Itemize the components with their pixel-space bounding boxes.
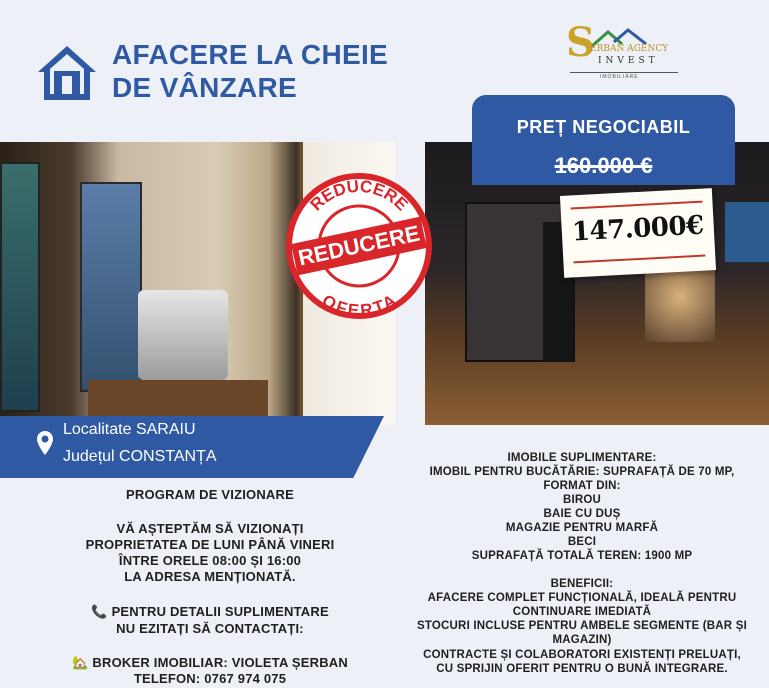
logo-invest: INVEST: [598, 56, 659, 66]
location-locality: Localitate SARAIU: [63, 421, 196, 438]
extra-line-7: BECI: [567, 536, 597, 548]
benefits-line-6: CONTRACTE ȘI COLABORATORI EXISTENȚI PRELUAȚI,: [423, 649, 741, 661]
details-line-1: [0, 604, 420, 620]
details-line-2: NU EZITAȚI SĂ CONTACTAȚI:: [116, 621, 304, 636]
card-rule-top: [571, 201, 703, 210]
details-text-1: PENTRU DETALII SUPLIMENTARE: [111, 604, 329, 619]
phone-line: TELEFON: 0767 974 075: [133, 671, 287, 686]
phone-icon: 📞: [91, 604, 108, 619]
viewing-heading: PROGRAM DE VIZIONARE: [126, 487, 294, 502]
agency-logo: [560, 19, 680, 84]
extra-line-8: SUPRAFAȚĂ TOTALĂ TEREN: 1900 MP: [471, 550, 693, 562]
broker-line: [0, 655, 420, 671]
tv-screen: [725, 202, 769, 262]
title-line-2: DE VÂNZARE: [112, 72, 298, 103]
benefits-line-7: CU SPRIJIN OFERIT PENTRU O BUNĂ INTEGRARE.: [436, 663, 728, 675]
logo-letter: S: [566, 19, 595, 66]
benefits-line-1: BENEFICII:: [550, 578, 614, 590]
viewing-line-2: PROPRIETATEA DE LUNI PÂNĂ VINERI: [85, 537, 335, 552]
old-price: 160.000 €: [554, 153, 653, 178]
broker-icon: 🏡: [72, 655, 89, 670]
broker-text: BROKER IMOBILIAR: VIOLETA ȘERBAN: [92, 655, 348, 670]
logo-divider: [570, 72, 678, 73]
drinks-fridge: [0, 162, 40, 412]
viewing-line-1: VĂ AȘTEPTĂM SĂ VIZIONAȚI: [116, 521, 304, 536]
logo-name: ERBAN AGENCY: [590, 44, 669, 54]
house-icon: [36, 44, 98, 102]
stamp-bottom-text: OFERTA: [318, 290, 400, 320]
extra-line-4: BIROU: [562, 494, 602, 506]
extra-line-6: MAGAZIE PENTRU MARFĂ: [505, 522, 659, 534]
price-label: PREȚ NEGOCIABIL: [516, 117, 691, 137]
discount-stamp: [285, 172, 433, 320]
page-title: [112, 38, 388, 104]
card-rule-bottom: [573, 255, 705, 264]
ice-machine: [138, 290, 228, 380]
benefits-line-2: AFACERE COMPLET FUNCȚIONALĂ, IDEALĂ PENTRU: [427, 592, 737, 604]
extra-line-3: FORMAT DIN:: [543, 480, 621, 492]
viewing-line-3: ÎNTRE ORELE 08:00 ȘI 16:00: [118, 553, 302, 568]
title-line-1: AFACERE LA CHEIE: [112, 39, 389, 70]
map-pin-icon: [36, 430, 54, 456]
display-cabinet: [80, 182, 142, 392]
stamp-center-text: REDUCERE: [295, 220, 422, 271]
benefits-line-4: STOCURI INCLUSE PENTRU AMBELE SEGMENTE (BAR ȘI: [417, 620, 747, 632]
viewing-line-4: LA ADRESA MENȚIONATĂ.: [124, 569, 296, 584]
new-price-card: [560, 188, 716, 278]
extra-line-1: IMOBILE SUPLIMENTARE:: [507, 452, 657, 464]
benefits-line-5: MAGAZIN): [552, 634, 612, 646]
logo-subtitle: IMOBILIARE: [600, 74, 639, 80]
stamp-top-text: REDUCERE: [306, 176, 412, 215]
price-tab: [472, 95, 735, 185]
extra-line-2: IMOBIL PENTRU BUCĂTĂRIE: SUPRAFAȚĂ DE 70 MP,: [429, 466, 735, 478]
benefits-line-3: CONTINUARE IMEDIATĂ: [512, 606, 652, 618]
extra-line-5: BAIE CU DUȘ: [543, 508, 621, 520]
location-county: Județul CONSTANȚA: [63, 448, 217, 465]
new-price: 147.000€: [571, 210, 705, 248]
